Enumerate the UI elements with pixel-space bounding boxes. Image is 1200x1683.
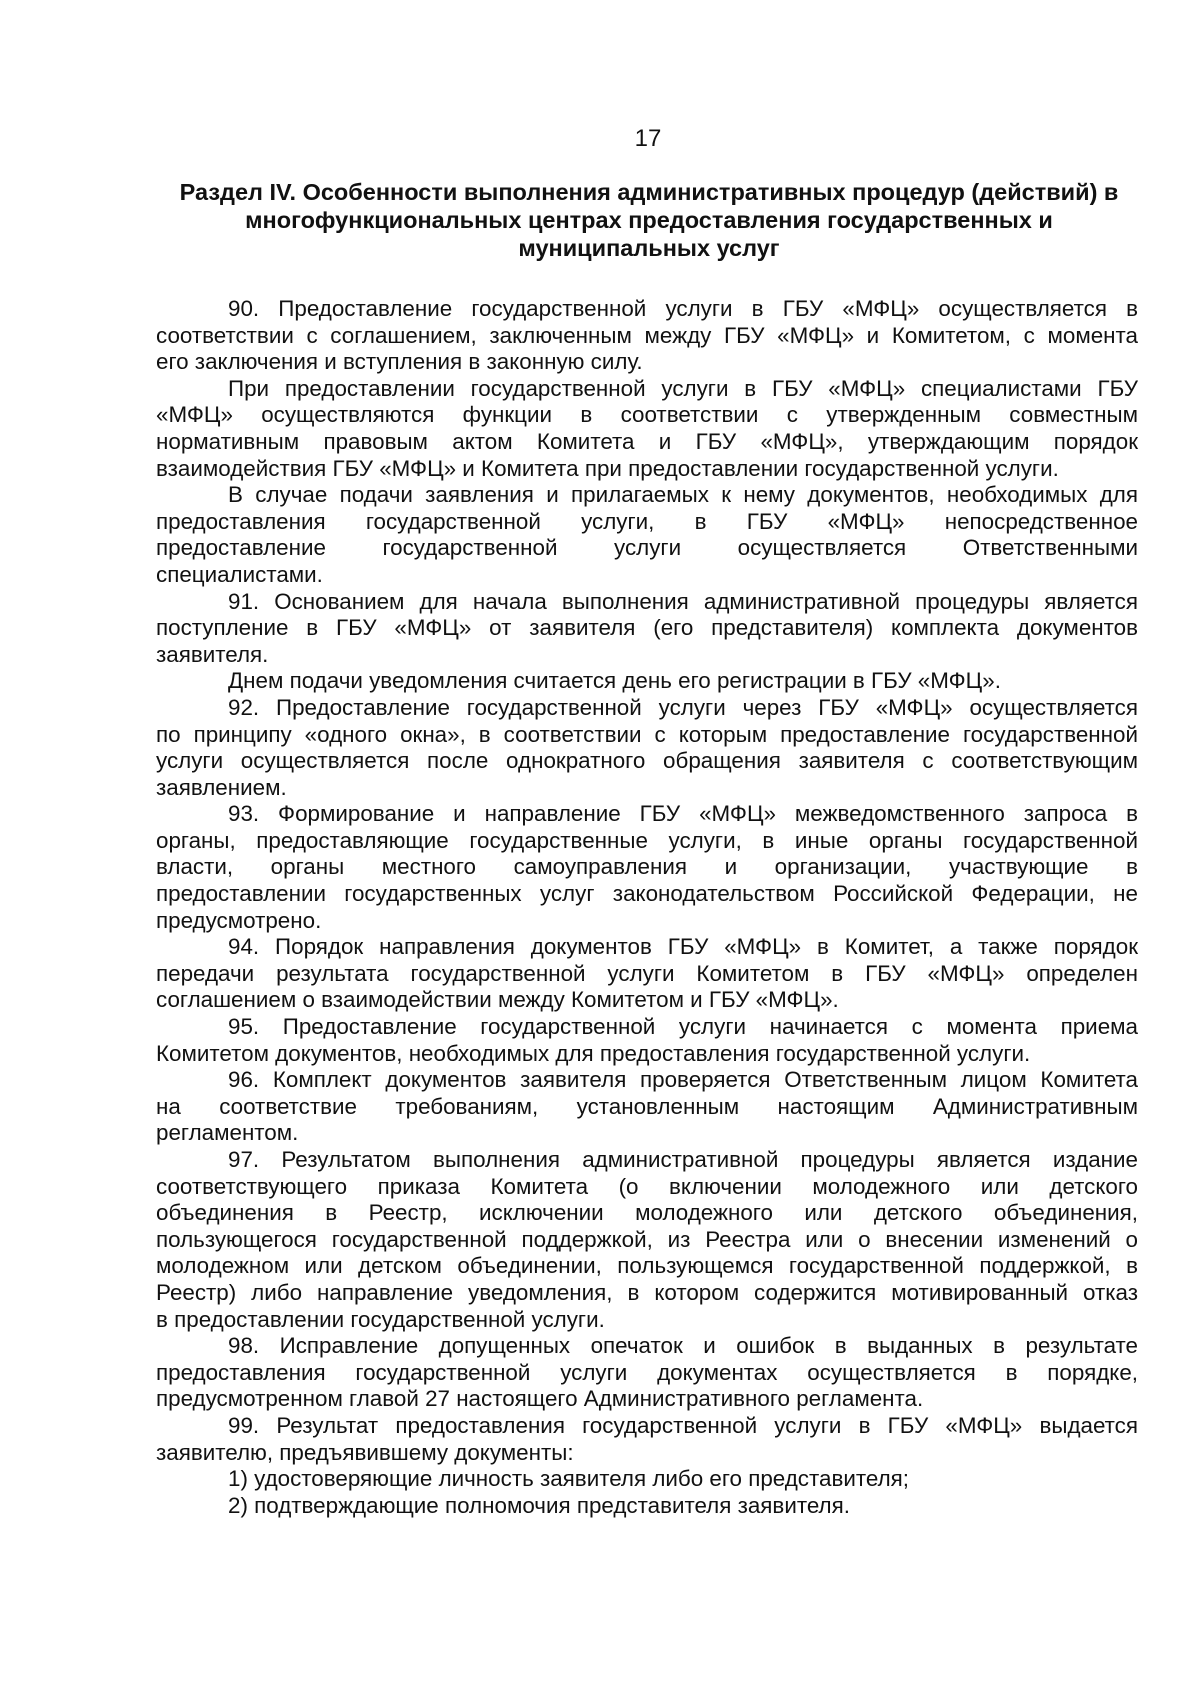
paragraph-line: предусмотрено.	[156, 907, 322, 933]
paragraph-line: Комитетом документов, необходимых для предоставления государственной услуги.	[156, 1040, 1031, 1066]
paragraph-line: соответствующего приказа Комитета (о включении молодежного или детского	[156, 1173, 1138, 1199]
paragraph-line: 97. Результатом выполнения административной процедуры является издание	[228, 1147, 1138, 1172]
paragraph-line: 90. Предоставление государственной услуги в ГБУ «МФЦ» осуществляется в	[228, 296, 1138, 321]
paragraph-line: Реестр) либо направление уведомления, в котором содержится мотивированный отказ	[156, 1279, 1138, 1305]
paragraph-line: 93. Формирование и направление ГБУ «МФЦ» межведомственного запроса в	[228, 801, 1138, 827]
paragraph	[156, 1333, 1138, 1413]
paragraph	[156, 376, 1138, 482]
paragraph-line: предоставление государственной услуги осуществляется Ответственными	[156, 535, 1138, 561]
paragraph	[156, 1466, 1138, 1493]
paragraph-line: заявлением.	[156, 774, 287, 800]
heading-line: Раздел IV. Особенности выполнения административных процедур (действий) в	[179, 179, 1119, 205]
paragraph-line: взаимодействия ГБУ «МФЦ» и Комитета при предоставлении государственной услуги.	[156, 455, 1059, 481]
paragraph	[156, 296, 1138, 376]
paragraph-line: 91. Основанием для начала выполнения административной процедуры является	[228, 588, 1138, 614]
paragraph-line: 96. Комплект документов заявителя проверяется Ответственным лицом Комитета	[228, 1067, 1138, 1093]
section-heading	[156, 178, 1142, 262]
paragraph-line: поступление в ГБУ «МФЦ» от заявителя (его представителя) комплекта документов	[156, 615, 1138, 641]
paragraph-line: предоставления государственной услуги документах осуществляется в порядке,	[156, 1359, 1138, 1385]
paragraph-line: заявителя.	[156, 641, 269, 667]
paragraph	[156, 1493, 1138, 1520]
paragraph	[156, 1147, 1138, 1333]
paragraph-line: 1) удостоверяющие личность заявителя либо его представителя;	[228, 1466, 909, 1492]
paragraph	[156, 589, 1138, 669]
paragraph-line: предоставления государственной услуги, в ГБУ «МФЦ» непосредственное	[156, 508, 1138, 534]
document-body	[156, 296, 1138, 1519]
paragraph-line: нормативным правовым актом Комитета и ГБУ «МФЦ», утверждающим порядок	[156, 428, 1138, 454]
paragraph-line: 95. Предоставление государственной услуги начинается с момента приема	[228, 1014, 1138, 1040]
paragraph-line: на соответствие требованиям, установленным настоящим Административным	[156, 1093, 1138, 1119]
paragraph-line: «МФЦ» осуществляются функции в соответствии с утвержденным совместным	[156, 402, 1138, 428]
paragraph	[156, 801, 1138, 934]
page-number: 17	[634, 125, 662, 152]
paragraph-line: предоставлении государственных услуг законодательством Российской Федерации, не	[156, 881, 1138, 907]
paragraph-line: 98. Исправление допущенных опечаток и ошибок в выданных в результате	[228, 1333, 1138, 1359]
paragraph	[156, 934, 1138, 1014]
paragraph-line: услуги осуществляется после однократного обращения заявителя с соответствующим	[156, 748, 1138, 774]
paragraph-line: При предоставлении государственной услуги в ГБУ «МФЦ» специалистами ГБУ	[228, 375, 1138, 401]
paragraph-line: по принципу «одного окна», в соответствии с которым предоставление государственной	[156, 721, 1138, 747]
paragraph-line: специалистами.	[156, 561, 323, 587]
paragraph-line: органы, предоставляющие государственные услуги, в иные органы государственной	[156, 827, 1138, 853]
paragraph-line: 99. Результат предоставления государственной услуги в ГБУ «МФЦ» выдается	[228, 1412, 1138, 1438]
heading-line: многофункциональных центрах предоставления государственных и	[245, 207, 1053, 233]
paragraph-line: 2) подтверждающие полномочия представителя заявителя.	[228, 1492, 850, 1518]
paragraph-line: объединения в Реестр, исключении молодежного или детского объединения,	[156, 1200, 1138, 1226]
paragraph-line: передачи результата государственной услуги Комитетом в ГБУ «МФЦ» определен	[156, 960, 1138, 986]
paragraph-line: 94. Порядок направления документов ГБУ «МФЦ» в Комитет, а также порядок	[228, 934, 1138, 960]
paragraph-line: в предоставлении государственной услуги.	[156, 1306, 605, 1332]
paragraph-line: предусмотренном главой 27 настоящего Административного регламента.	[156, 1386, 924, 1412]
paragraph-line: 92. Предоставление государственной услуги через ГБУ «МФЦ» осуществляется	[228, 694, 1138, 720]
paragraph-line: его заключения и вступления в законную силу.	[156, 349, 643, 375]
paragraph-line: В случае подачи заявления и прилагаемых к нему документов, необходимых для	[228, 482, 1138, 508]
paragraph	[156, 482, 1138, 588]
paragraph-line: заявителю, предъявившему документы:	[156, 1439, 574, 1465]
paragraph-line: пользующегося государственной поддержкой, из Реестра или о внесении изменений о	[156, 1226, 1138, 1252]
paragraph-line: молодежном или детском объединении, пользующемся государственной поддержкой, в	[156, 1253, 1138, 1279]
paragraph	[156, 668, 1138, 695]
paragraph-line: Днем подачи уведомления считается день его регистрации в ГБУ «МФЦ».	[228, 668, 1001, 694]
heading-line: муниципальных услуг	[518, 235, 780, 261]
paragraph-line: соответствии с соглашением, заключенным между ГБУ «МФЦ» и Комитетом, с момента	[156, 322, 1138, 348]
paragraph	[156, 1067, 1138, 1147]
paragraph	[156, 1413, 1138, 1466]
paragraph-line: власти, органы местного самоуправления и организации, участвующие в	[156, 854, 1138, 880]
paragraph-line: соглашением о взаимодействии между Комитетом и ГБУ «МФЦ».	[156, 987, 839, 1013]
paragraph	[156, 1014, 1138, 1067]
paragraph-line: регламентом.	[156, 1120, 299, 1146]
paragraph	[156, 695, 1138, 801]
